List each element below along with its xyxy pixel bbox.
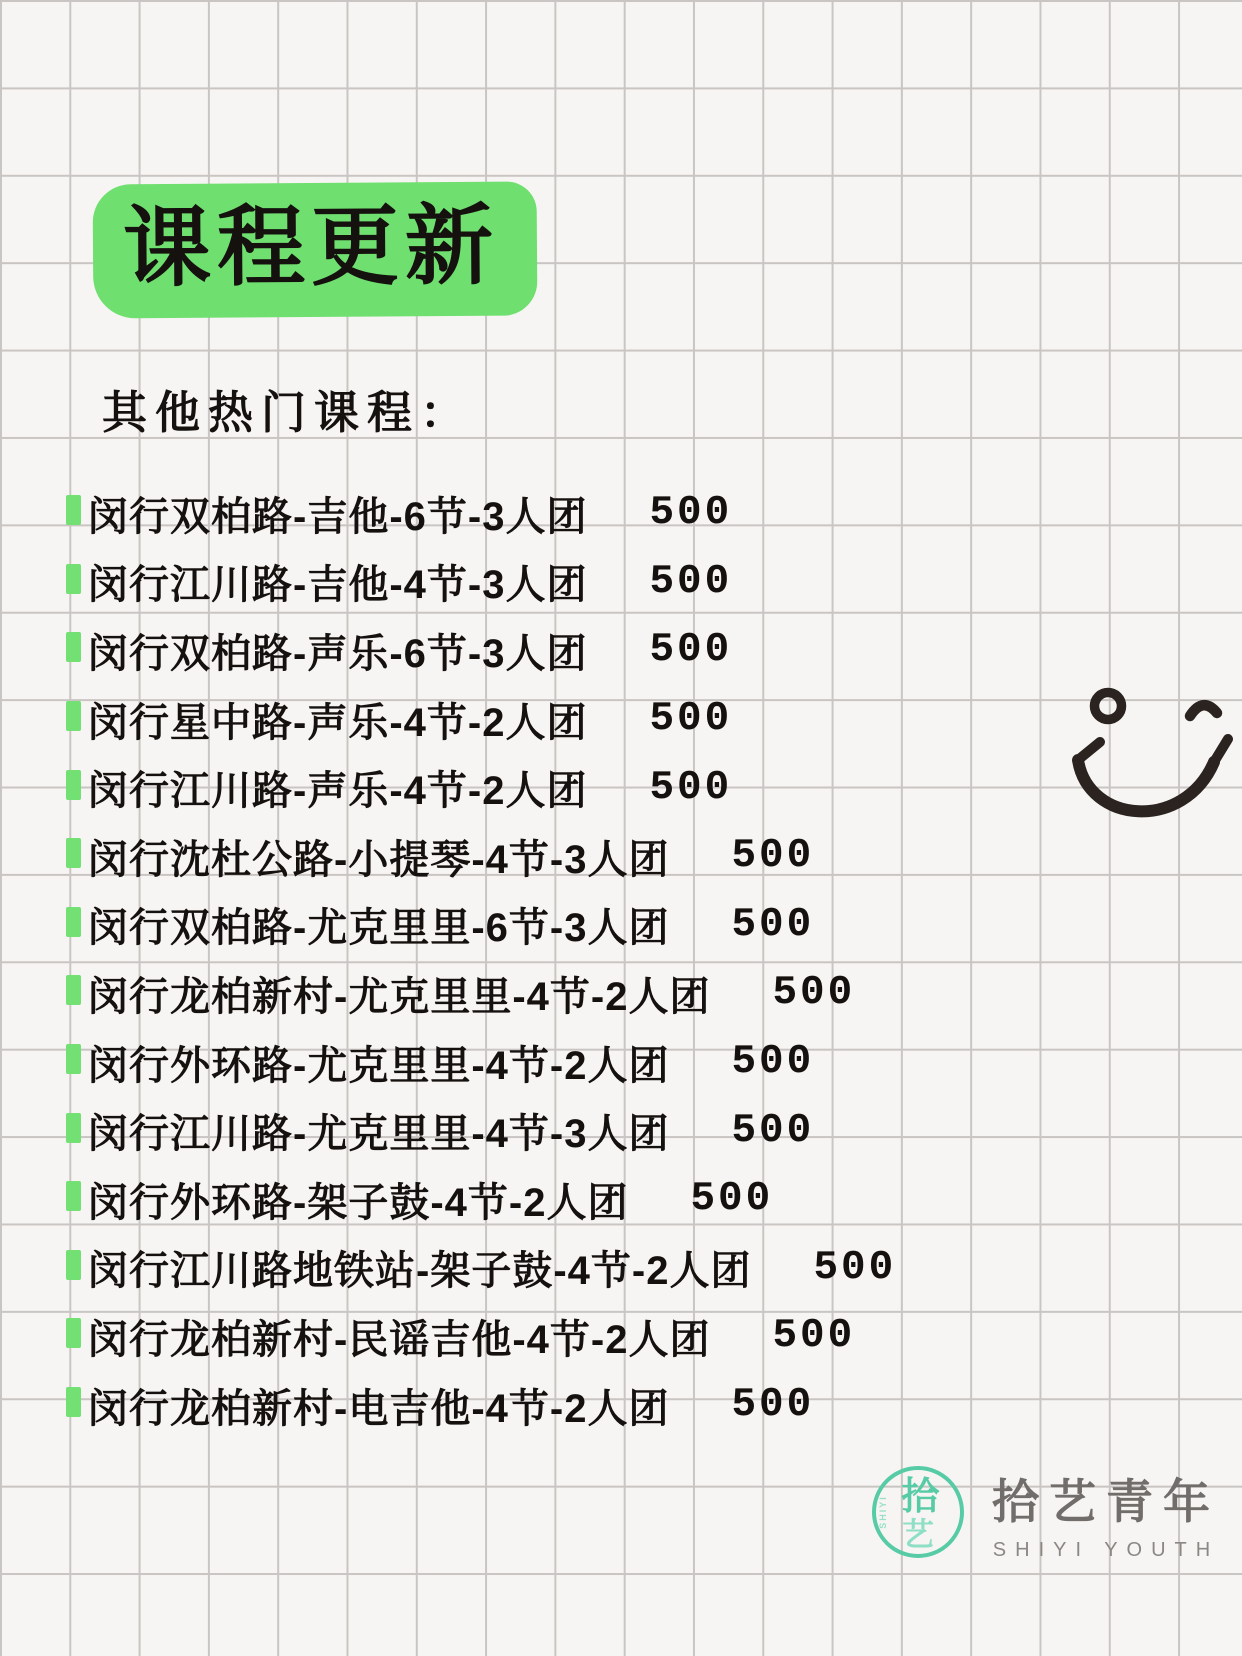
bullet-marker-icon (66, 975, 81, 1005)
winking-smiley-icon (1056, 676, 1241, 836)
bullet-marker-icon (66, 1318, 81, 1348)
course-label: 闵行外环路-架子鼓-4节-2人团 (88, 1180, 629, 1225)
course-row (66, 548, 896, 617)
course-row (66, 753, 896, 822)
course-price: 500 (731, 1382, 815, 1429)
course-price: 500 (813, 1244, 897, 1291)
course-price: 500 (649, 696, 733, 743)
seal-side-text: SHIYI (878, 1495, 888, 1529)
course-price: 500 (649, 764, 733, 811)
bullet-marker-icon (66, 1113, 81, 1143)
course-row (66, 1302, 896, 1371)
course-price: 500 (731, 833, 815, 880)
bullet-marker-icon (66, 1044, 81, 1074)
course-label: 闵行沈杜公路-小提琴-4节-3人团 (88, 837, 670, 882)
smiley-mouth-left-tip-icon (1078, 742, 1100, 760)
course-row (66, 616, 896, 685)
brand-seal-icon (872, 1466, 964, 1558)
page-title: 课程更新 (122, 195, 500, 298)
course-label: 闵行双柏路-声乐-6节-3人团 (88, 631, 588, 676)
seal-bottom-character: 艺 (901, 1516, 935, 1552)
course-label: 闵行双柏路-尤克里里-6节-3人团 (88, 906, 670, 951)
bullet-marker-icon (66, 1387, 81, 1417)
course-price: 500 (731, 901, 815, 948)
course-price: 500 (731, 1039, 815, 1086)
course-label: 闵行双柏路-吉他-6节-3人团 (88, 494, 588, 539)
course-row (66, 1165, 896, 1234)
bullet-marker-icon (66, 907, 81, 937)
bullet-marker-icon (66, 495, 81, 525)
brand-name-chinese: 拾艺青年 (992, 1475, 1220, 1528)
course-price: 500 (649, 627, 733, 674)
smiley-wink-eye-icon (1190, 705, 1217, 716)
bullet-marker-icon (66, 1250, 81, 1280)
smiley-mouth-icon (1078, 760, 1214, 811)
course-label: 闵行龙柏新村-尤克里里-4节-2人团 (88, 974, 711, 1019)
course-label: 闵行龙柏新村-电吉他-4节-2人团 (88, 1386, 670, 1431)
brand-logo-text (992, 1466, 1220, 1562)
course-row (66, 959, 896, 1028)
course-label: 闵行江川路-声乐-4节-2人团 (88, 769, 588, 814)
course-row (66, 1028, 896, 1097)
smiley-mouth-right-tip-icon (1214, 739, 1228, 762)
course-price: 500 (731, 1107, 815, 1154)
course-row (66, 479, 896, 548)
course-row (66, 1234, 896, 1303)
course-price: 500 (649, 490, 733, 537)
course-row (66, 891, 896, 960)
section-subtitle: 其他热门课程： (102, 387, 474, 438)
course-row (66, 822, 896, 891)
course-label: 闵行龙柏新村-民谣吉他-4节-2人团 (88, 1317, 711, 1362)
course-label: 闵行江川路-尤克里里-4节-3人团 (88, 1112, 670, 1157)
course-price: 500 (772, 970, 856, 1017)
course-label: 闵行江川路-吉他-4节-3人团 (88, 563, 588, 608)
brand-name-english: SHIYI YOUTH (992, 1539, 1220, 1561)
smiley-left-eye-icon (1095, 693, 1122, 720)
bullet-marker-icon (66, 838, 81, 868)
bullet-marker-icon (66, 564, 81, 594)
course-label: 闵行星中路-声乐-4节-2人团 (88, 700, 588, 745)
brand-logo (872, 1466, 1220, 1562)
seal-top-character: 拾 (901, 1476, 940, 1518)
title-highlight (93, 181, 538, 318)
bullet-marker-icon (66, 701, 81, 731)
course-label: 闵行江川路地铁站-架子鼓-4节-2人团 (88, 1249, 752, 1294)
course-label: 闵行外环路-尤克里里-4节-2人团 (88, 1043, 670, 1088)
course-row (66, 1371, 896, 1440)
course-price: 500 (649, 558, 733, 605)
bullet-marker-icon (66, 770, 81, 800)
bullet-marker-icon (66, 1181, 81, 1211)
course-list (66, 479, 896, 1439)
course-row (66, 1096, 896, 1165)
bullet-marker-icon (66, 632, 81, 662)
course-row (66, 685, 896, 754)
course-price: 500 (772, 1313, 856, 1360)
course-price: 500 (690, 1176, 774, 1223)
